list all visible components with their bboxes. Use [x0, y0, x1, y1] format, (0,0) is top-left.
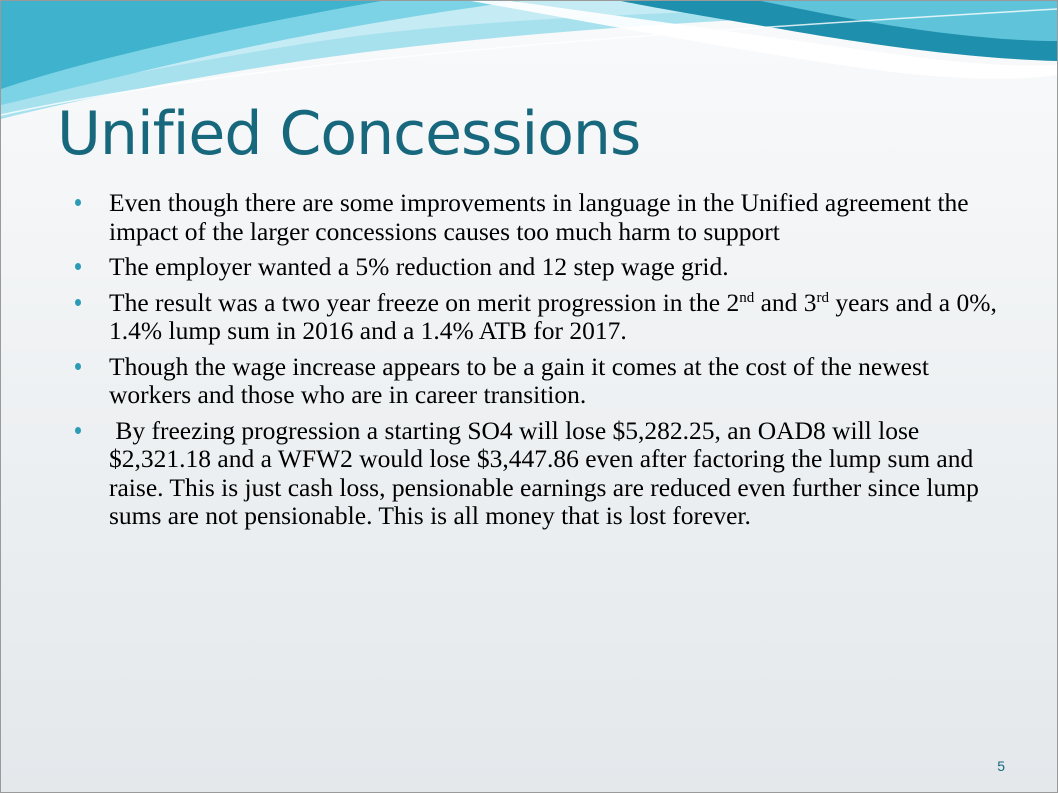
- bullet-dot-icon: [75, 427, 81, 434]
- bullet-item: [75, 289, 1015, 346]
- ordinal-superscript: rd: [816, 289, 830, 306]
- bullet-text-part: years and a 0%, 1.4% lump sum in 2016 and a 1.4% ATB for 2017.: [109, 287, 997, 345]
- bullet-text: By freezing progression a starting SO4 will lose $5,282.25, an OAD8 will lose $2,321.18 and a WFW2 would lose $3,447.86 even after factoring the lump sum and raise. This is just cash loss, pensionable earnings are reduced even further since lump sums are not pensionable. This is all money that is lost forever.: [109, 415, 986, 530]
- bullet-dot-icon: [75, 263, 81, 270]
- bullet-dot-icon: [75, 199, 81, 206]
- bullet-list: [75, 189, 1015, 538]
- slide-title: Unified Concessions: [57, 99, 641, 169]
- bullet-text: Even though there are some improvements in language in the Unified agreement the impact of the larger concessions causes too much harm to support: [109, 188, 969, 246]
- bullet-dot-icon: [75, 299, 81, 306]
- bullet-text: Though the wage increase appears to be a gain it comes at the cost of the newest workers and those who are in career transition.: [109, 351, 929, 409]
- bullet-item: [75, 353, 1015, 410]
- bullet-item: [75, 189, 1015, 246]
- ordinal-superscript: nd: [739, 289, 755, 306]
- bullet-text-part: The result was a two year freeze on merit progression in the 2: [109, 287, 740, 317]
- bullet-text-part: and 3: [754, 287, 817, 317]
- page-number: 5: [997, 758, 1005, 774]
- bullet-dot-icon: [75, 363, 81, 370]
- bullet-item: [75, 253, 1015, 282]
- bullet-text: The employer wanted a 5% reduction and 12 step wage grid.: [109, 252, 729, 281]
- bullet-item: [75, 417, 1015, 531]
